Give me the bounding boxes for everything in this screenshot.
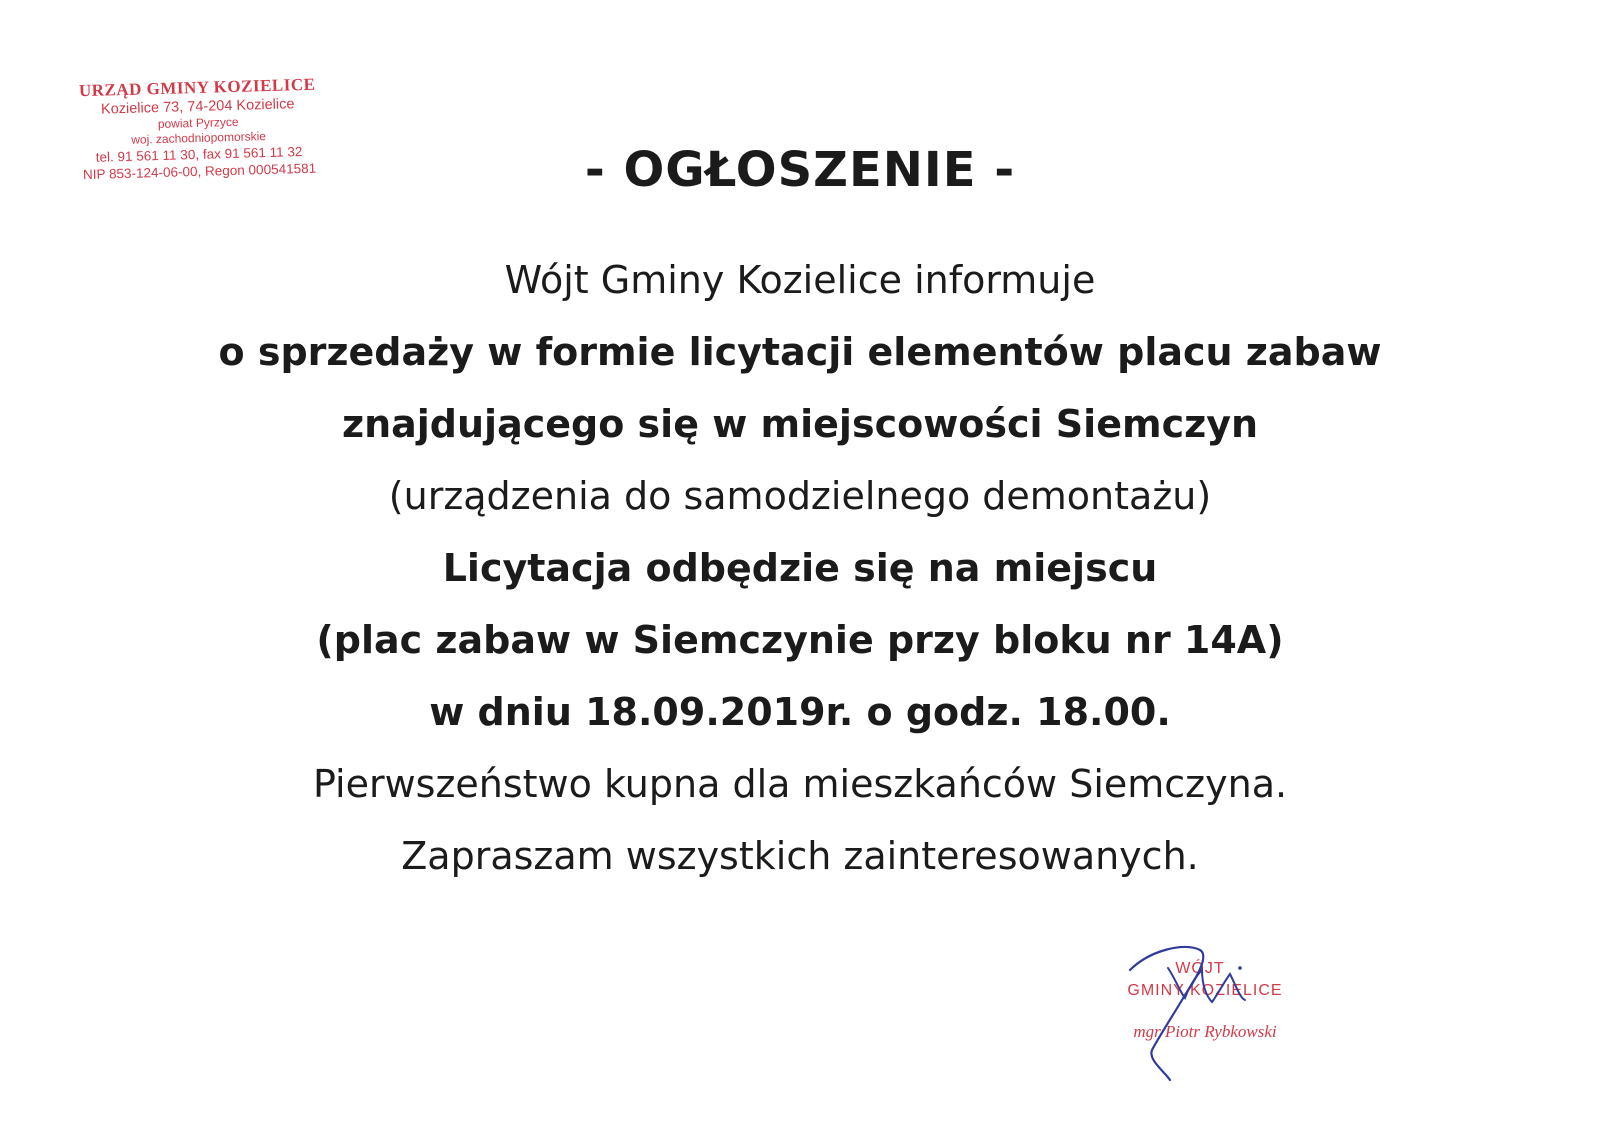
stamp-ids: NIP 853-124-06-00, Regon 000541581 <box>82 160 317 183</box>
notice-line-sale: o sprzedaży w formie licytacji elementów placu zabaw <box>218 330 1382 374</box>
stamp-voivodeship: woj. zachodniopomorskie <box>131 129 267 147</box>
notice-line-auction-place: Licytacja odbędzie się na miejscu <box>442 546 1158 590</box>
notice-line-priority: Pierwszeństwo kupna dla mieszkańców Siemczyna. <box>312 762 1288 806</box>
signature-stamp <box>1090 940 1320 1090</box>
notice-line-demontage: (urządzenia do samodzielnego demontażu) <box>388 474 1212 518</box>
notice-body <box>0 244 1600 892</box>
handwritten-signature <box>1090 940 1320 1090</box>
signature-stamp-title: WÓJT <box>1175 960 1225 977</box>
notice-line-invitation: Zapraszam wszystkich zainteresowanych. <box>401 834 1199 878</box>
stamp-county: powiat Pyrzyce <box>157 114 239 132</box>
notice-heading: - OGŁOSZENIE - <box>584 142 1016 198</box>
notice-line-date: w dniu 18.09.2019r. o godz. 18.00. <box>429 690 1171 734</box>
stamp-office-name: URZĄD GMINY KOZIELICE <box>78 74 316 101</box>
notice-line-playground: (plac zabaw w Siemczynie przy bloku nr 14A) <box>316 618 1284 662</box>
notice-line-location: znajdującego się w miejscowości Siemczyn <box>341 402 1259 446</box>
signature-stamp-name: mgr Piotr Rybkowski <box>1133 1022 1277 1041</box>
notice-line-intro: Wójt Gminy Kozielice informuje <box>504 258 1096 302</box>
stamp-address: Kozielice 73, 74-204 Kozielice <box>100 96 295 118</box>
stamp-phone: tel. 91 561 11 30, fax 91 561 11 32 <box>95 144 303 165</box>
signature-stamp-office: GMINY KOZIELICE <box>1127 982 1283 999</box>
